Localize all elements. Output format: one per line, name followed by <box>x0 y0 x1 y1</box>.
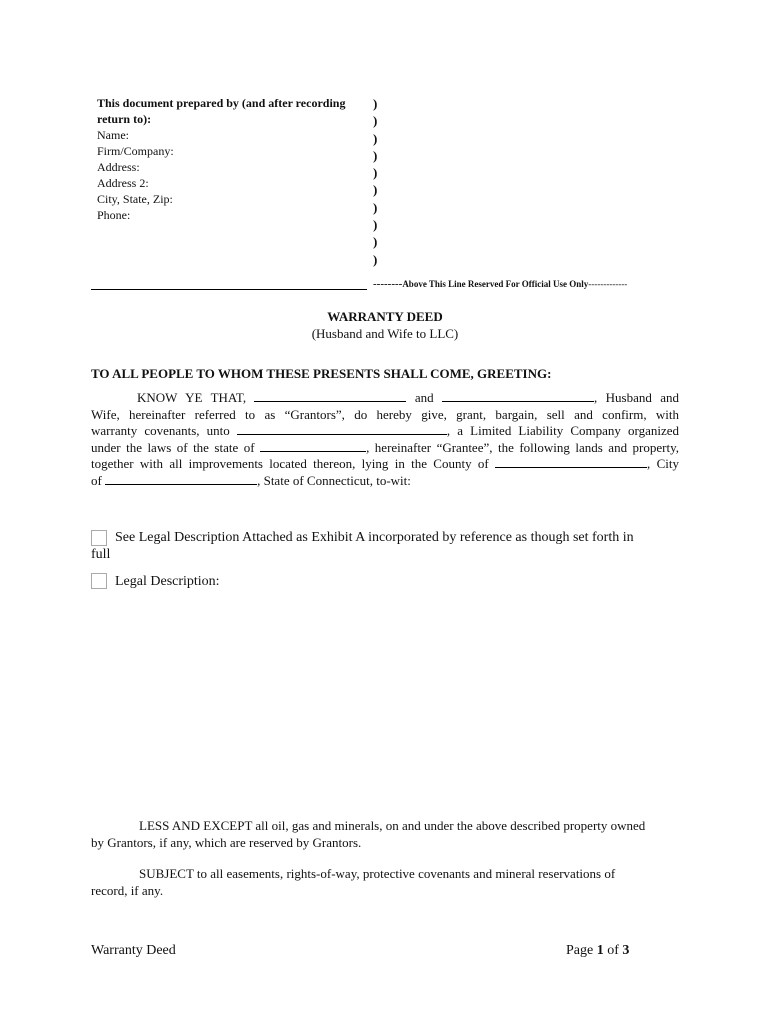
grantee-name-blank[interactable] <box>237 423 447 435</box>
page-total: 3 <box>622 943 630 958</box>
reserved-line <box>373 278 627 290</box>
paren: ) <box>373 199 378 215</box>
state-blank[interactable] <box>260 440 366 452</box>
legal-description-checkbox[interactable] <box>91 573 107 589</box>
document-subtitle: (Husband and Wife to LLC) <box>311 326 459 341</box>
footer-document-name: Warranty Deed <box>91 943 176 958</box>
paragraph-line <box>91 456 679 473</box>
paren: ) <box>373 147 378 163</box>
paragraph-line <box>91 423 679 440</box>
prepared-by-block <box>97 95 367 223</box>
paren: ) <box>373 130 378 146</box>
page-current: 1 <box>596 943 604 958</box>
know-ye-text: KNOW YE THAT, <box>137 390 247 405</box>
llc-text: , a Limited Liability Company organized <box>446 423 679 439</box>
reserved-line-lead: -------- <box>373 278 403 290</box>
husband-and-text: , Husband and <box>594 390 680 405</box>
prepared-by-field-address: Address: <box>97 160 140 174</box>
prepared-by-field-city-state-zip: City, State, Zip: <box>97 192 173 206</box>
paragraph-line <box>91 390 679 407</box>
subject-to-line: record, if any. <box>91 882 164 898</box>
reserved-line-text: Above This Line Reserved For Official Use Only <box>402 279 589 289</box>
subject-to-paragraph <box>91 866 679 899</box>
paren: ) <box>373 182 378 198</box>
exhibit-a-label: See Legal Description Attached as Exhibit A incorporated by reference as though set forth in <box>115 530 634 545</box>
exhibit-a-label-wrap: full <box>91 547 111 562</box>
paren: ) <box>373 234 378 250</box>
prepared-by-field-address2: Address 2: <box>97 176 149 190</box>
paren: ) <box>373 165 378 181</box>
exhibit-a-checkbox[interactable] <box>91 530 107 546</box>
paragraph-line <box>91 473 679 490</box>
footer-page-number <box>566 943 629 959</box>
prepared-by-field-phone: Phone: <box>97 208 131 222</box>
of-text: of <box>91 472 102 488</box>
paren: ) <box>373 113 378 129</box>
grantor-2-blank[interactable] <box>442 390 594 402</box>
state-connecticut-text: , State of Connecticut, to-wit: <box>257 472 411 488</box>
prepared-by-title: This document prepared by (and after recording return to): <box>97 96 346 126</box>
paren: ) <box>373 217 378 233</box>
prepared-by-divider <box>91 289 367 290</box>
prepared-by-field-name: Name: <box>97 128 129 142</box>
document-title: WARRANTY DEED <box>327 309 443 324</box>
page-label: Page <box>566 943 594 958</box>
city-blank[interactable] <box>105 473 257 485</box>
and-text: and <box>414 390 434 405</box>
legal-description-label: Legal Description: <box>115 574 220 589</box>
grantor-1-blank[interactable] <box>254 390 406 402</box>
paragraph-line: Wife, hereinafter referred to as “Grantors”, do hereby give, grant, bargain, sell and confirm, with <box>91 406 679 422</box>
city-text: , City <box>647 456 679 472</box>
grantee-text: , hereinafter “Grantee”, the following lands and property, <box>366 439 679 455</box>
prepared-by-field-firm: Firm/Company: <box>97 144 174 158</box>
warranty-covenants-text: warranty covenants, unto <box>91 423 230 439</box>
paren: ) <box>373 96 378 111</box>
reserved-line-tail: ------------- <box>588 279 628 289</box>
less-and-except-line: by Grantors, if any, which are reserved by Grantors. <box>91 834 362 850</box>
paragraph-line <box>91 440 679 457</box>
conveyance-paragraph <box>91 390 679 490</box>
less-and-except-paragraph <box>91 818 679 851</box>
under-laws-text: under the laws of the state of <box>91 439 255 455</box>
page-of: of <box>607 943 619 958</box>
greeting: TO ALL PEOPLE TO WHOM THESE PRESENTS SHALL COME, GREETING: <box>91 366 552 381</box>
paren-column <box>373 95 383 268</box>
paren: ) <box>373 251 378 267</box>
county-text: together with all improvements located thereon, lying in the County of <box>91 456 489 472</box>
less-and-except-line: LESS AND EXCEPT all oil, gas and minerals, on and under the above described property owned <box>139 818 646 833</box>
county-blank[interactable] <box>495 456 647 468</box>
subject-to-line: SUBJECT to all easements, rights-of-way, protective covenants and mineral reservations of <box>139 866 616 881</box>
